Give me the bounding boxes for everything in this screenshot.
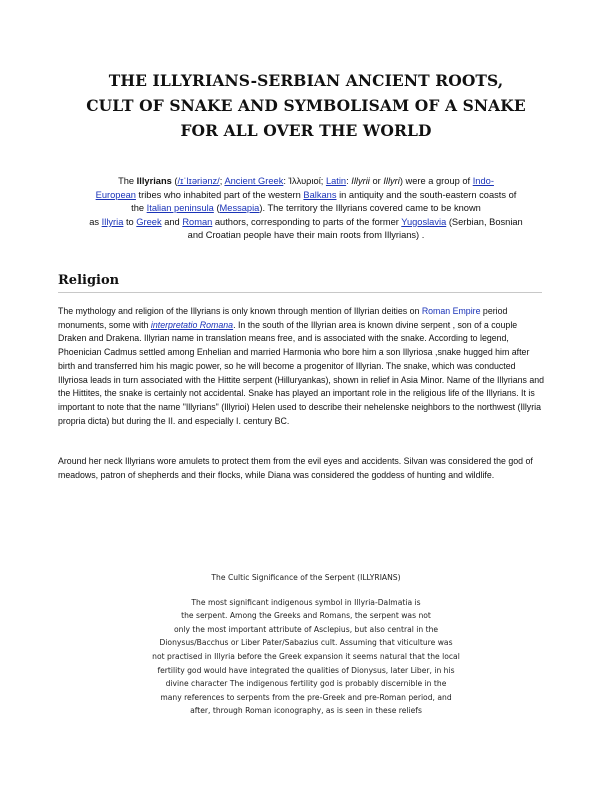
serpent-line: fertility god would have integrated the qualities of Dionysus, later Liber, in his	[157, 665, 455, 675]
section-heading-religion: Religion	[58, 273, 120, 288]
serpent-line: many references to serpents from the pre-Greek and pre-Roman period, and	[160, 692, 452, 702]
messapia-link[interactable]: Messapia	[219, 203, 260, 214]
indo-link[interactable]: Indo-	[472, 176, 494, 186]
intro-text: ) were a group of	[399, 176, 473, 186]
intro-text: ). The territory the Illyrians covered came to be known	[259, 203, 481, 214]
title-line: THE ILLYRIANS-SERBIAN ANCIENT ROOTS,	[108, 71, 504, 90]
ancient-greek-link[interactable]: Ancient Greek	[224, 176, 284, 186]
ipa-link[interactable]: /ɪˈlɪəriənz/	[177, 176, 220, 186]
balkans-link[interactable]: Balkans	[303, 189, 337, 200]
roman-empire-link[interactable]: Roman Empire	[421, 306, 481, 316]
religion-paragraph-1	[58, 305, 546, 428]
title-line: FOR ALL OVER THE WORLD	[180, 121, 432, 140]
heading-divider	[58, 292, 542, 293]
serpent-section	[106, 571, 506, 718]
interpretatio-romana-link[interactable]: interpretatio Romana	[150, 319, 234, 330]
greek-link[interactable]: Greek	[136, 216, 162, 227]
illyrians-bold: Illyrians	[136, 176, 172, 186]
european-link[interactable]: European	[95, 189, 136, 200]
illyrii-italic: Illyrii	[351, 176, 370, 186]
intro-text: The	[118, 176, 137, 186]
document-title	[48, 68, 564, 143]
serpent-title: The Cultic Significance of the Serpent (ILLYRIANS)	[211, 573, 401, 582]
serpent-line: the serpent. Among the Greeks and Romans, the serpent was not	[181, 611, 431, 621]
body-text: . In the south of the Illyrian area is known divine serpent , son of a couple Draken and Drakena. Illyrian name in translation means free, and is associated with the snake. According to legend, Phoenician Cadmus settled among Enhelian and married Harmonia who bore him a son Illyriosa ,snake hugged him after birth and transferred him his magic power, so he will become a progenitor of Illyrian. The snake, which was conducted Illyriosa leads in turn associated with the Hittite serpent (Hilluryankas), shown in relief in Asia Minor. Name of the Illyrians and the Hittites, the snake is certainly not accidental. Snake has played an important role in the religious life of the Illyrians. It is important to note that the name "Illyrians" (Illyrioi) Helen used to describe their nehelenske neighbors to the northwest (Illyria propria dicta) but during the II. and especially I. century BC.	[58, 319, 545, 426]
yugoslavia-link[interactable]: Yugoslavia	[401, 216, 447, 227]
intro-text: in antiquity and the south-eastern coasts of	[336, 189, 517, 200]
intro-paragraph	[56, 175, 556, 243]
intro-text: :	[346, 176, 352, 186]
serpent-line: only the most important attribute of Asclepius, but also central in the	[173, 624, 439, 634]
intro-text: (Serbian, Bosnian	[446, 216, 523, 227]
serpent-line: not practised in Illyria before the Greek expansion it seems natural that the local	[152, 651, 460, 661]
intro-text: or	[369, 176, 384, 186]
intro-text: (	[213, 203, 220, 214]
illyria-link[interactable]: Illyria	[101, 216, 124, 227]
serpent-line: after, through Roman iconography, as is seen in these reliefs	[190, 706, 422, 716]
intro-text: : Ἰλλυριοί;	[283, 176, 326, 186]
intro-text: ;	[219, 176, 225, 186]
illyri-italic: Illyri	[383, 176, 400, 186]
intro-text: tribes who inhabited part of the western	[135, 189, 304, 200]
intro-text: as	[89, 216, 102, 227]
title-line: CULT OF SNAKE AND SYMBOLISAM OF A SNAKE	[86, 96, 526, 115]
intro-text: and	[161, 216, 183, 227]
serpent-line: Dionysus/Bacchus or Liber Pater/Sabazius cult. Assuming that viticulture was	[159, 638, 453, 648]
body-text: The mythology and religion of the Illyrians is only known through mention of Illyrian deities on	[58, 306, 422, 316]
intro-text: the	[131, 203, 147, 214]
latin-link[interactable]: Latin	[325, 176, 347, 186]
religion-paragraph-2: Around her neck Illyrians wore amulets to protect them from the evil eyes and accidents. Silvan was considered the god of meadows, patron of shepherds and their flocks, while Diana was considered the goddess of hunting and wildlife.	[58, 456, 533, 480]
body-text: period monuments, some with	[58, 306, 508, 330]
intro-text: to	[123, 216, 137, 227]
intro-text: authors, corresponding to parts of the former	[212, 216, 402, 227]
intro-text: (	[171, 176, 178, 186]
intro-text: and Croatian people have their main roots from Illyrians) .	[187, 230, 425, 241]
italian-peninsula-link[interactable]: Italian peninsula	[146, 203, 214, 214]
serpent-line: The most significant indigenous symbol in Illyria-Dalmatia is	[191, 597, 421, 607]
serpent-line: divine character The indigenous fertility god is probably discernible in the	[165, 679, 447, 689]
roman-link[interactable]: Roman	[182, 216, 213, 227]
